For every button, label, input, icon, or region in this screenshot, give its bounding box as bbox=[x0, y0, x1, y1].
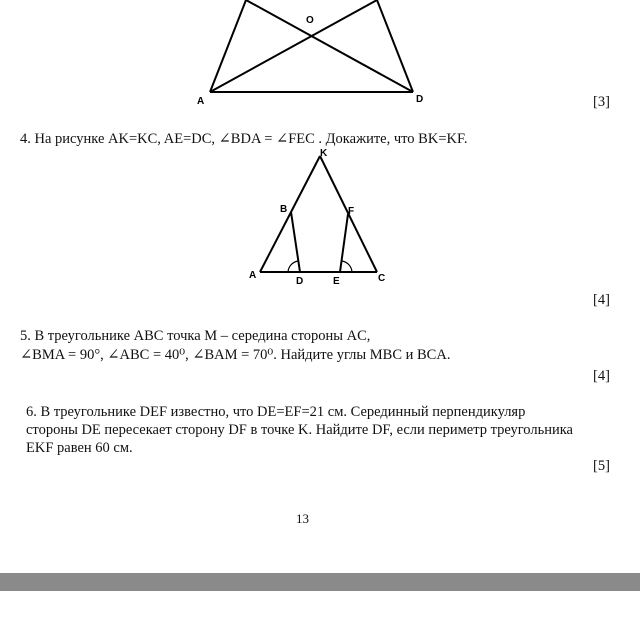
footer-bar bbox=[0, 573, 640, 591]
label-k: K bbox=[320, 148, 328, 159]
label-f: F bbox=[348, 206, 355, 217]
page-number: 13 bbox=[296, 511, 309, 526]
problem-6-line-3: EKF равен 60 см. bbox=[26, 440, 133, 456]
diagonal-bd bbox=[246, 0, 413, 92]
label-b: B bbox=[280, 204, 288, 215]
side-left bbox=[210, 0, 246, 92]
angle-arc-e bbox=[342, 261, 352, 272]
label-d: D bbox=[416, 94, 424, 105]
score-mark-3: [3] bbox=[593, 94, 610, 110]
figure-problem-4 bbox=[240, 146, 400, 291]
side-ak bbox=[260, 156, 320, 272]
label-e: E bbox=[333, 276, 340, 287]
score-mark-5: [5] bbox=[593, 458, 610, 474]
label-a: A bbox=[249, 270, 257, 281]
figure-trapezoid bbox=[0, 0, 640, 110]
label-o: O bbox=[306, 15, 314, 26]
label-d: D bbox=[296, 276, 304, 287]
label-c: C bbox=[378, 273, 386, 284]
problem-6-line-1: 6. В треугольнике DEF известно, что DE=EF=21 см. Серединный перпендикуляр bbox=[26, 404, 526, 420]
problem-5-line-2: ∠BMA = 90°, ∠ABC = 40⁰, ∠BAM = 70⁰. Найдите углы MBC и BCA. bbox=[20, 347, 451, 363]
score-mark-4b: [4] bbox=[593, 368, 610, 384]
side-right bbox=[377, 0, 413, 92]
problem-6-line-2: стороны DE пересекает сторону DF в точке K. Найдите DF, если периметр треугольника bbox=[26, 422, 573, 438]
label-a: A bbox=[197, 96, 205, 107]
problem-5-line-1: 5. В треугольнике ABC точка M – середина стороны AC, bbox=[20, 328, 371, 344]
diagonal-ac bbox=[210, 0, 377, 92]
footer-space bbox=[0, 591, 640, 640]
angle-arc-d bbox=[288, 261, 298, 272]
problem-4-text: 4. На рисунке AK=KC, AE=DC, ∠BDA = ∠FEC . Докажите, что BK=KF. bbox=[20, 131, 468, 147]
score-mark-4a: [4] bbox=[593, 292, 610, 308]
